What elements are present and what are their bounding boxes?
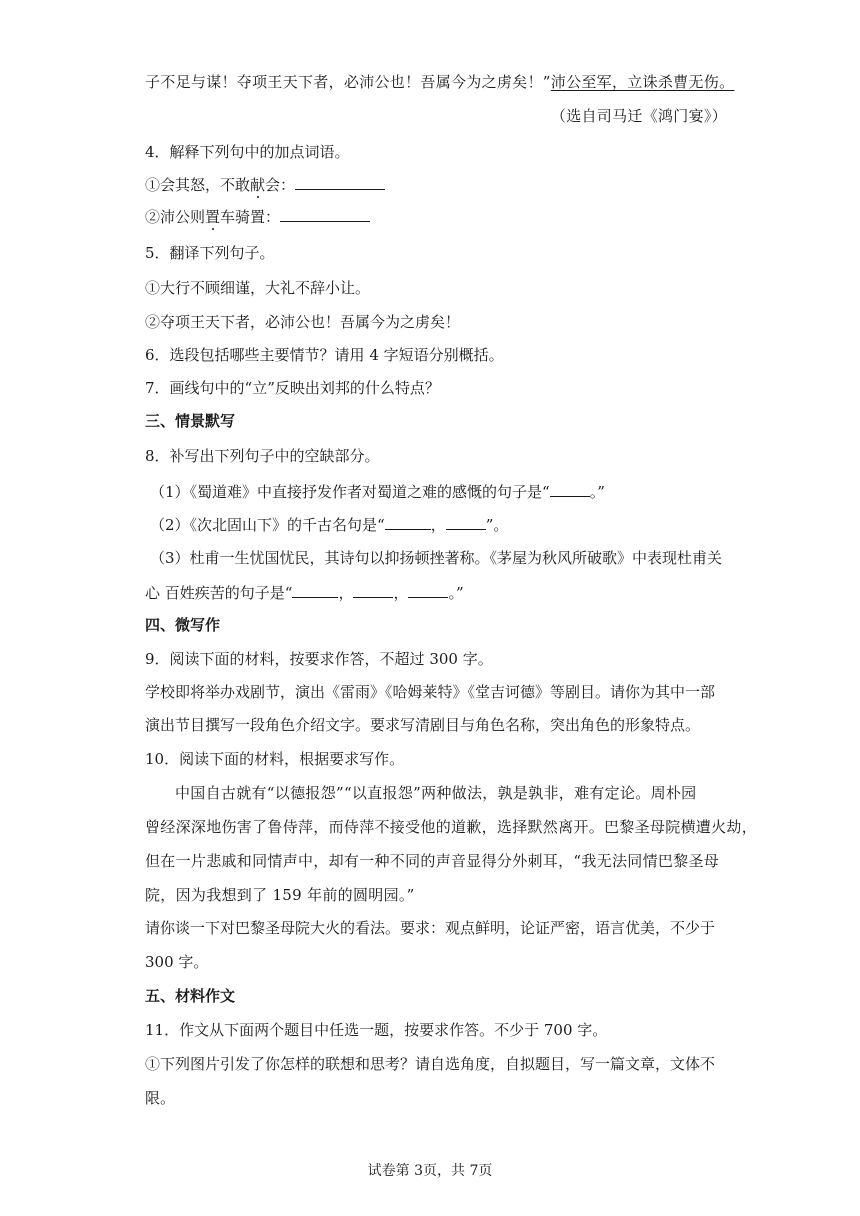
question-8-stem: 8．补写出下列句子中的空缺部分。 <box>145 447 380 465</box>
passage-source: （选自司马迁《鸿门宴》） <box>550 107 727 125</box>
question-4-item-2: ②沛公则置车骑置： <box>145 206 730 227</box>
question-5-item-2: ②夺项王天下者，必沛公也！吾属今为之虏矣！ <box>145 313 461 331</box>
question-10-requirement-2: 300 字。 <box>145 953 209 971</box>
dotted-word: 献 <box>250 176 266 194</box>
question-5-item-1: ①大行不顾细谨，大礼不辞小让。 <box>145 279 371 297</box>
answer-blank[interactable] <box>295 174 385 190</box>
question-10-requirement-1: 请你谈一下对巴黎圣母院大火的看法。要求：观点鲜明，论证严密，语言优美，不少于 <box>145 919 716 937</box>
question-4-item-1: ①会其怒，不敢献会： <box>145 174 730 195</box>
answer-blank[interactable] <box>446 514 486 530</box>
material-line-1: 中国自古就有“以德报怨”“以直报怨”两种做法，孰是孰非，难有定论。周朴园 <box>175 784 697 802</box>
question-8-item-1: （1）《蜀道难》中直接抒发作者对蜀道之难的感慨的句子是“ 。” <box>150 483 605 501</box>
answer-blank[interactable] <box>408 582 448 598</box>
material-line-2: 曾经深深地伤害了鲁侍萍，而侍萍不接受他的道歉，选择默然离开。巴黎圣母院横遭火劫， <box>145 818 758 836</box>
question-11-item-1-line-1: ①下列图片引发了你怎样的联想和思考？请自选角度，自拟题目，写一篇文章，文体不 <box>145 1055 716 1073</box>
question-7: 7．画线句中的“立”反映出刘邦的什么特点？ <box>145 379 440 397</box>
page-footer: 试卷第 3页，共 7页 <box>367 1163 493 1179</box>
answer-blank[interactable] <box>353 582 393 598</box>
question-9-body-2: 演出节目撰写一段角色介绍文字。要求写清剧目与角色名称，突出角色的形象特点。 <box>145 716 701 734</box>
question-8-item-2: （2）《次北固山下》的千古名句是“ ， ”。 <box>150 516 509 534</box>
underlined-sentence: 沛公至军，立诛杀曹无伤。 <box>550 73 735 91</box>
question-10-stem: 10．阅读下面的材料，根据要求写作。 <box>145 750 405 768</box>
question-5-stem: 5．翻译下列句子。 <box>145 244 275 262</box>
question-8-item-3-line-2: 心 百姓疾苦的句子是“ ， ， 。” <box>145 584 464 602</box>
section-heading-3: 三、情景默写 <box>145 412 236 430</box>
question-9-stem: 9．阅读下面的材料，按要求作答，不超过 300 字。 <box>145 650 493 668</box>
question-9-body-1: 学校即将举办戏剧节，演出《雷雨》《哈姆莱特》《堂吉诃德》等剧目。请你为其中一部 <box>145 683 716 701</box>
material-line-4: 院，因为我想到了 159 年前的圆明园。” <box>145 886 415 904</box>
question-8-item-3-line-1: （3）杜甫一生忧国忧民，其诗句以抑扬顿挫著称。《茅屋为秋风所破歌》中表现杜甫关 <box>150 549 723 567</box>
answer-blank[interactable] <box>292 582 338 598</box>
question-6: 6．选段包括哪些主要情节？请用 4 字短语分别概括。 <box>145 346 504 364</box>
question-4-stem: 4．解释下列句中的加点词语。 <box>145 143 350 161</box>
section-heading-4: 四、微写作 <box>145 616 221 634</box>
passage-text: 子不足与谋！夺项王天下者，必沛公也！吾属今为之虏矣！” <box>145 73 551 91</box>
question-11-stem: 11．作文从下面两个题目中任选一题，按要求作答。不少于 700 字。 <box>145 1021 608 1039</box>
dotted-word: 置 <box>205 208 221 226</box>
answer-blank[interactable] <box>280 206 370 222</box>
passage-line <box>145 72 735 92</box>
question-11-item-1-line-2: 限。 <box>145 1089 176 1107</box>
material-line-3: 但在一片悲戚和同情声中，却有一种不同的声音显得分外刺耳，“我无法同情巴黎圣母 <box>145 852 720 870</box>
answer-blank[interactable] <box>385 514 431 530</box>
section-heading-5: 五、材料作文 <box>145 987 236 1005</box>
answer-blank[interactable] <box>550 481 590 497</box>
